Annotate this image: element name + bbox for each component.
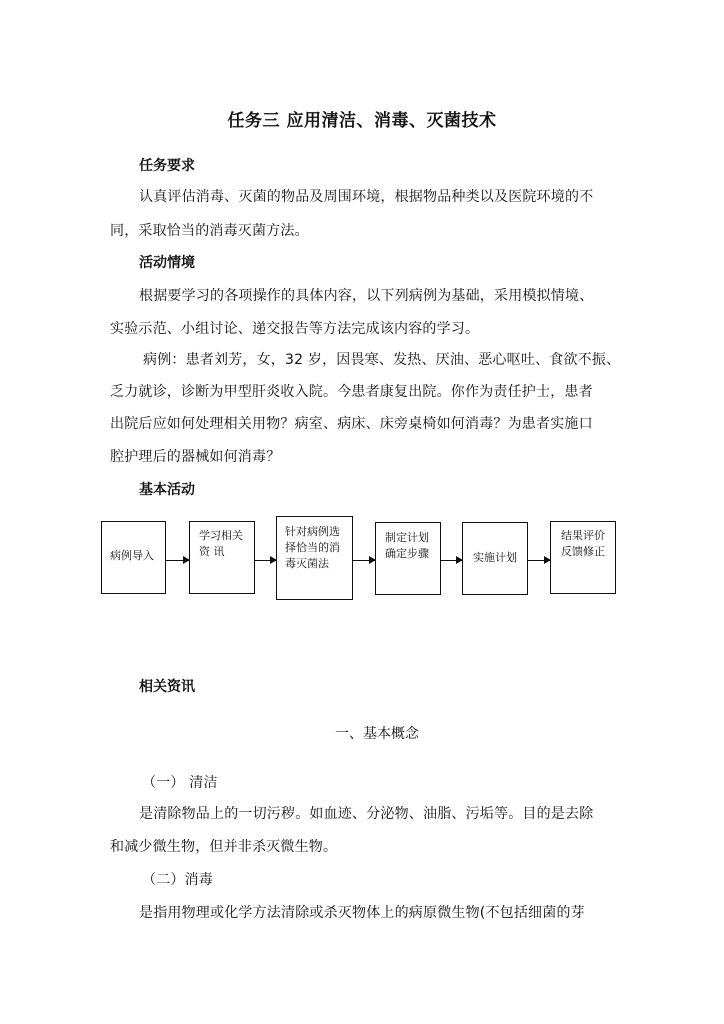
flow-arrow bbox=[255, 560, 276, 561]
flow-arrow bbox=[166, 560, 189, 561]
related-info-heading: 相关资讯 bbox=[139, 679, 195, 695]
disinfect-subheading: （二）消毒 bbox=[142, 872, 213, 888]
flow-step-label: 学习相关 bbox=[199, 529, 243, 542]
paragraph-line: 根据要学习的各项操作的具体内容，以下列病例为基础，采用模拟情境、 bbox=[139, 288, 594, 304]
paragraph-line: 是清除物品上的一切污秽。如血迹、分泌物、油脂、污垢等。目的是去除 bbox=[139, 806, 594, 822]
paragraph-line: 实验示范、小组讨论、递交报告等方法完成该内容的学习。 bbox=[110, 321, 480, 337]
flow-step-evaluate bbox=[550, 521, 616, 594]
flow-step-make-plan bbox=[375, 522, 441, 595]
flow-step-choose-method bbox=[276, 516, 353, 600]
flow-step-label: 反馈修正 bbox=[561, 545, 605, 558]
paragraph-line: 病例：患者刘芳，女，32 岁，因畏寒、发热、厌油、恶心呕吐、食欲不振、 bbox=[143, 352, 621, 368]
page-title: 任务三 应用清洁、消毒、灭菌技术 bbox=[227, 111, 497, 131]
flow-step-label: 针对病例选 bbox=[285, 525, 340, 538]
flow-step-label: 病例导入 bbox=[110, 549, 154, 562]
paragraph-line: 是指用物理或化学方法清除或杀灭物体上的病原微生物(不包括细菌的芽 bbox=[139, 905, 585, 921]
flow-step-label: 资 讯 bbox=[199, 545, 225, 558]
paragraph-line: 同，采取恰当的消毒灭菌方法。 bbox=[110, 223, 309, 239]
flow-step-label: 实施计划 bbox=[473, 551, 517, 564]
paragraph-line: 认真评估消毒、灭菌的物品及周围环境，根据物品种类以及医院环境的不 bbox=[139, 189, 594, 205]
paragraph-line: 乏力就诊，诊断为甲型肝炎收入院。今患者康复出院。你作为责任护士，患者 bbox=[110, 384, 593, 400]
flow-step-implement bbox=[462, 522, 528, 595]
flow-arrow bbox=[353, 560, 375, 561]
paragraph-line: 和减少微生物，但并非杀灭微生物。 bbox=[110, 839, 338, 855]
concept-section-title: 一、基本概念 bbox=[335, 726, 419, 742]
flow-step-label: 毒灭菌法 bbox=[285, 557, 329, 570]
flow-step-label: 择恰当的消 bbox=[285, 541, 340, 554]
paragraph-line: 腔护理后的器械如何消毒？ bbox=[110, 449, 281, 465]
flow-arrow bbox=[441, 560, 462, 561]
flow-step-case-intro bbox=[101, 521, 166, 594]
paragraph-line: 出院后应如何处理相关用物？病室、病床、床旁桌椅如何消毒？为患者实施口 bbox=[110, 416, 593, 432]
activity-scenario-heading: 活动情境 bbox=[139, 255, 195, 271]
flow-step-study-info bbox=[189, 521, 255, 594]
flow-step-label: 制定计划 bbox=[385, 531, 429, 544]
flow-step-label: 结果评价 bbox=[561, 529, 605, 542]
clean-subheading: （一） 清洁 bbox=[142, 775, 218, 791]
flow-step-label: 确定步骤 bbox=[385, 547, 429, 560]
flow-arrow bbox=[528, 560, 550, 561]
task-requirements-heading: 任务要求 bbox=[139, 158, 195, 174]
basic-activity-heading: 基本活动 bbox=[139, 482, 195, 498]
